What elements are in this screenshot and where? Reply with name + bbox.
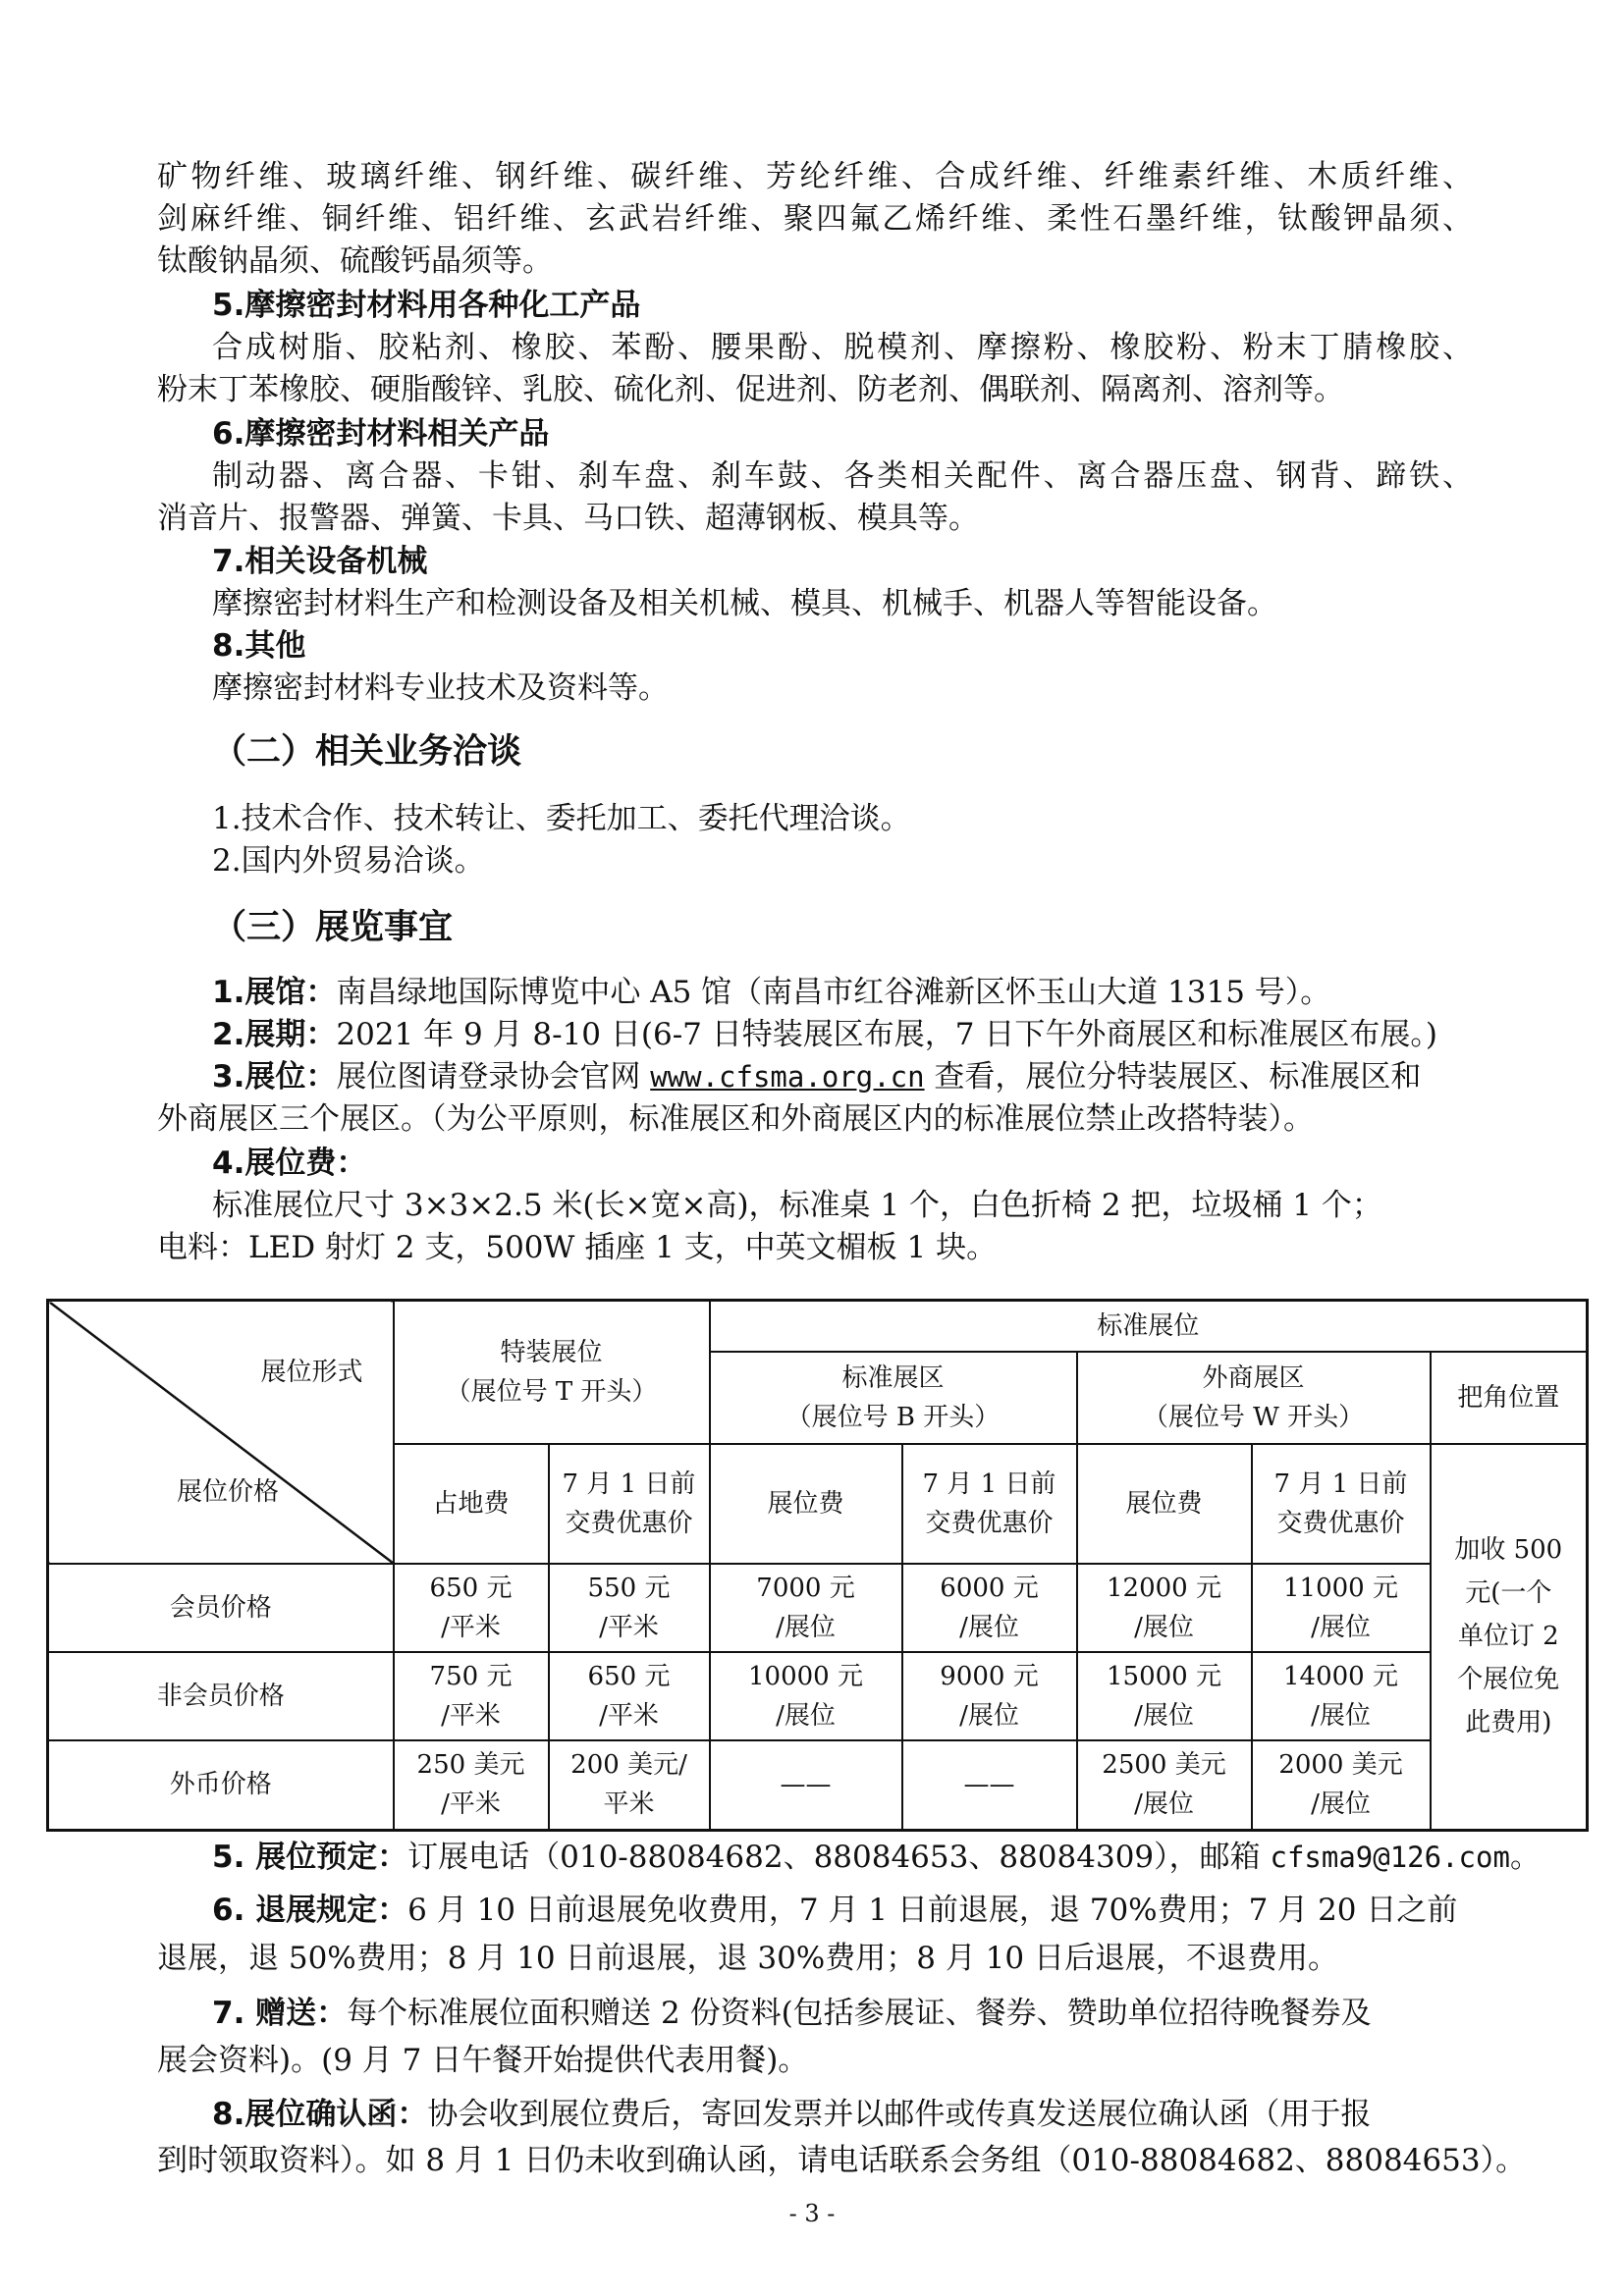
price-cell: 11000 元 /展位 [1252, 1564, 1431, 1652]
item7-title: 7.相关设备机械 [212, 544, 428, 579]
item8-title: 8.其他 [212, 628, 306, 664]
table-row [48, 1652, 1588, 1740]
reserve-email-link[interactable]: cfsma9@126.com [1270, 1841, 1510, 1874]
confirm-line [212, 2094, 1528, 2136]
price-cell: —— [710, 1740, 902, 1831]
gift-label: 7. 赠送： [212, 1996, 348, 2031]
reserve-line [212, 1837, 1541, 1879]
standard-zone-header: 标准展区 （展位号 B 开头） [710, 1352, 1077, 1444]
item8-text: 摩擦密封材料专业技术及资料等。 [212, 670, 669, 706]
item6-line-2: 消音片、报警器、弹簧、卡具、马口铁、超薄钢板、模具等。 [157, 501, 979, 536]
refund-label: 6. 退展规定： [212, 1893, 408, 1928]
booth-line [212, 1056, 1528, 1098]
item6-title: 6.摩擦密封材料相关产品 [212, 416, 550, 452]
sub-header: 7 月 1 日前 交费优惠价 [1252, 1444, 1431, 1564]
refund-line-2: 退展，退 50%费用；8 月 10 日前退展，退 30%费用；8 月 10 日后退展，不退费用。 [157, 1941, 1338, 1976]
price-cell: 6000 元 /展位 [902, 1564, 1077, 1652]
price-cell: 15000 元 /展位 [1077, 1652, 1252, 1740]
fiber-line-3: 钛酸钠晶须、硫酸钙晶须等。 [157, 243, 553, 279]
fiber-line-2: 剑麻纤维、铜纤维、铝纤维、玄武岩纤维、聚四氟乙烯纤维、柔性石墨纤维，钛酸钾晶须、 [157, 201, 1473, 237]
item5-line-2: 粉末丁苯橡胶、硬脂酸锌、乳胶、硫化剂、促进剂、防老剂、偶联剂、隔离剂、溶剂等。 [157, 372, 1344, 407]
association-website-link[interactable]: www.cfsma.org.cn [650, 1060, 925, 1094]
price-cell: 12000 元 /展位 [1077, 1564, 1252, 1652]
price-cell: 9000 元 /展位 [902, 1652, 1077, 1740]
foreign-zone-header: 外商展区 （展位号 W 开头） [1077, 1352, 1431, 1444]
sub-header: 展位费 [1077, 1444, 1252, 1564]
price-cell: 550 元 /平米 [549, 1564, 710, 1652]
sub-header: 7 月 1 日前 交费优惠价 [549, 1444, 710, 1564]
item5-title: 5.摩擦密封材料用各种化工产品 [212, 288, 641, 323]
reserve-label: 5. 展位预定： [212, 1840, 408, 1875]
price-cell: 2500 美元 /展位 [1077, 1740, 1252, 1831]
fiber-line-1: 矿物纤维、玻璃纤维、钢纤维、碳纤维、芳纶纤维、合成纤维、纤维素纤维、木质纤维、 [157, 159, 1473, 194]
price-cell: —— [902, 1740, 1077, 1831]
confirm-line-1: 协会收到展位费后，寄回发票并以邮件或传真发送展位确认函（用于报 [427, 2097, 1372, 2132]
price-cell: 200 美元/ 平米 [549, 1740, 710, 1831]
table-row [48, 1740, 1588, 1831]
booth-label: 3.展位： [212, 1059, 337, 1095]
price-cell: 750 元 /平米 [394, 1652, 549, 1740]
standard-booth-header: 标准展位 [710, 1301, 1588, 1352]
corner-position-header: 把角位置 [1431, 1352, 1588, 1444]
price-cell: 7000 元 /展位 [710, 1564, 902, 1652]
gift-line-2: 展会资料)。(9 月 7 日午餐开始提供代表用餐)。 [157, 2043, 809, 2078]
venue-text: 南昌绿地国际博览中心 A5 馆（南昌市红谷滩新区怀玉山大道 1315 号）。 [336, 975, 1331, 1010]
row-label: 非会员价格 [48, 1652, 394, 1740]
section2-item-2: 2.国内外贸易洽谈。 [212, 843, 485, 879]
period-label: 2.展期： [212, 1017, 337, 1052]
gift-line-1: 每个标准展位面积赠送 2 份资料(包括参展证、餐券、赞助单位招待晚餐券及 [347, 1996, 1372, 2031]
reserve-text-b: 。 [1509, 1840, 1541, 1875]
row-label: 会员价格 [48, 1564, 394, 1652]
page-number: - 3 - [788, 2200, 836, 2227]
table-row [48, 1564, 1588, 1652]
sub-header: 展位费 [710, 1444, 902, 1564]
period-line [212, 1014, 1528, 1056]
confirm-label: 8.展位确认函： [212, 2097, 428, 2132]
sub-header: 占地费 [394, 1444, 549, 1564]
booth-text-b: 查看，展位分特装展区、标准展区和 [924, 1059, 1422, 1095]
period-text: 2021 年 9 月 8-10 日(6-7 日特装展区布展，7 日下午外商展区和标准展区布展。) [336, 1017, 1437, 1052]
item5-line-1: 合成树脂、胶粘剂、橡胶、苯酚、腰果酚、脱模剂、摩擦粉、橡胶粉、粉末丁腈橡胶、 [212, 330, 1473, 365]
table-corner-cell [48, 1301, 394, 1564]
row-label: 外币价格 [48, 1740, 394, 1831]
price-cell: 2000 美元 /展位 [1252, 1740, 1431, 1831]
item6-line-1: 制动器、离合器、卡钳、刹车盘、刹车鼓、各类相关配件、离合器压盘、钢背、蹄铁、 [212, 458, 1473, 494]
confirm-line-2: 到时领取资料）。如 8 月 1 日仍未收到确认函，请电话联系会务组（010-88084682、88084653）。 [157, 2143, 1527, 2178]
reserve-text-a: 订展电话（010-88084682、88084653、88084309），邮箱 [407, 1840, 1271, 1875]
price-cell: 10000 元 /展位 [710, 1652, 902, 1740]
gift-line [212, 1993, 1528, 2035]
fee-line-2: 电料：LED 射灯 2 支，500W 插座 1 支，中英文楣板 1 块。 [157, 1230, 998, 1265]
corner-top-label: 展位形式 [260, 1358, 363, 1387]
corner-bottom-label: 展位价格 [177, 1476, 280, 1507]
section2-title: （二）相关业务洽谈 [212, 732, 522, 772]
section2-item-1: 1.技术合作、技术转让、委托加工、委托代理洽谈。 [212, 801, 911, 836]
price-cell: 14000 元 /展位 [1252, 1652, 1431, 1740]
corner-position-note: 加收 500 元(一个 单位订 2 个展位免 此费用) [1431, 1444, 1588, 1831]
booth-line-2: 外商展区三个展区。（为公平原则，标准展区和外商展区内的标准展位禁止改搭特装）。 [157, 1101, 1314, 1137]
booth-text-a: 展位图请登录协会官网 [336, 1059, 651, 1095]
refund-line-1: 6 月 10 日前退展免收费用，7 月 1 日前退展，退 70%费用；7 月 20 日之前 [407, 1893, 1458, 1928]
sub-header: 7 月 1 日前 交费优惠价 [902, 1444, 1077, 1564]
venue-line [212, 972, 1528, 1014]
price-cell: 650 元 /平米 [394, 1564, 549, 1652]
booth-price-table [46, 1299, 1589, 1832]
price-cell: 250 美元 /平米 [394, 1740, 549, 1831]
venue-label: 1.展馆： [212, 975, 337, 1010]
price-cell: 650 元 /平米 [549, 1652, 710, 1740]
section3-title: （三）展览事宜 [212, 908, 454, 947]
special-booth-header: 特装展位 （展位号 T 开头） [394, 1301, 710, 1444]
refund-line [212, 1890, 1528, 1932]
fee-label: 4.展位费： [212, 1146, 367, 1181]
fee-line-1: 标准展位尺寸 3×3×2.5 米(长×宽×高)，标准桌 1 个，白色折椅 2 把，垃圾桶 1 个； [212, 1188, 1382, 1223]
item7-text: 摩擦密封材料生产和检测设备及相关机械、模具、机械手、机器人等智能设备。 [212, 586, 1277, 621]
